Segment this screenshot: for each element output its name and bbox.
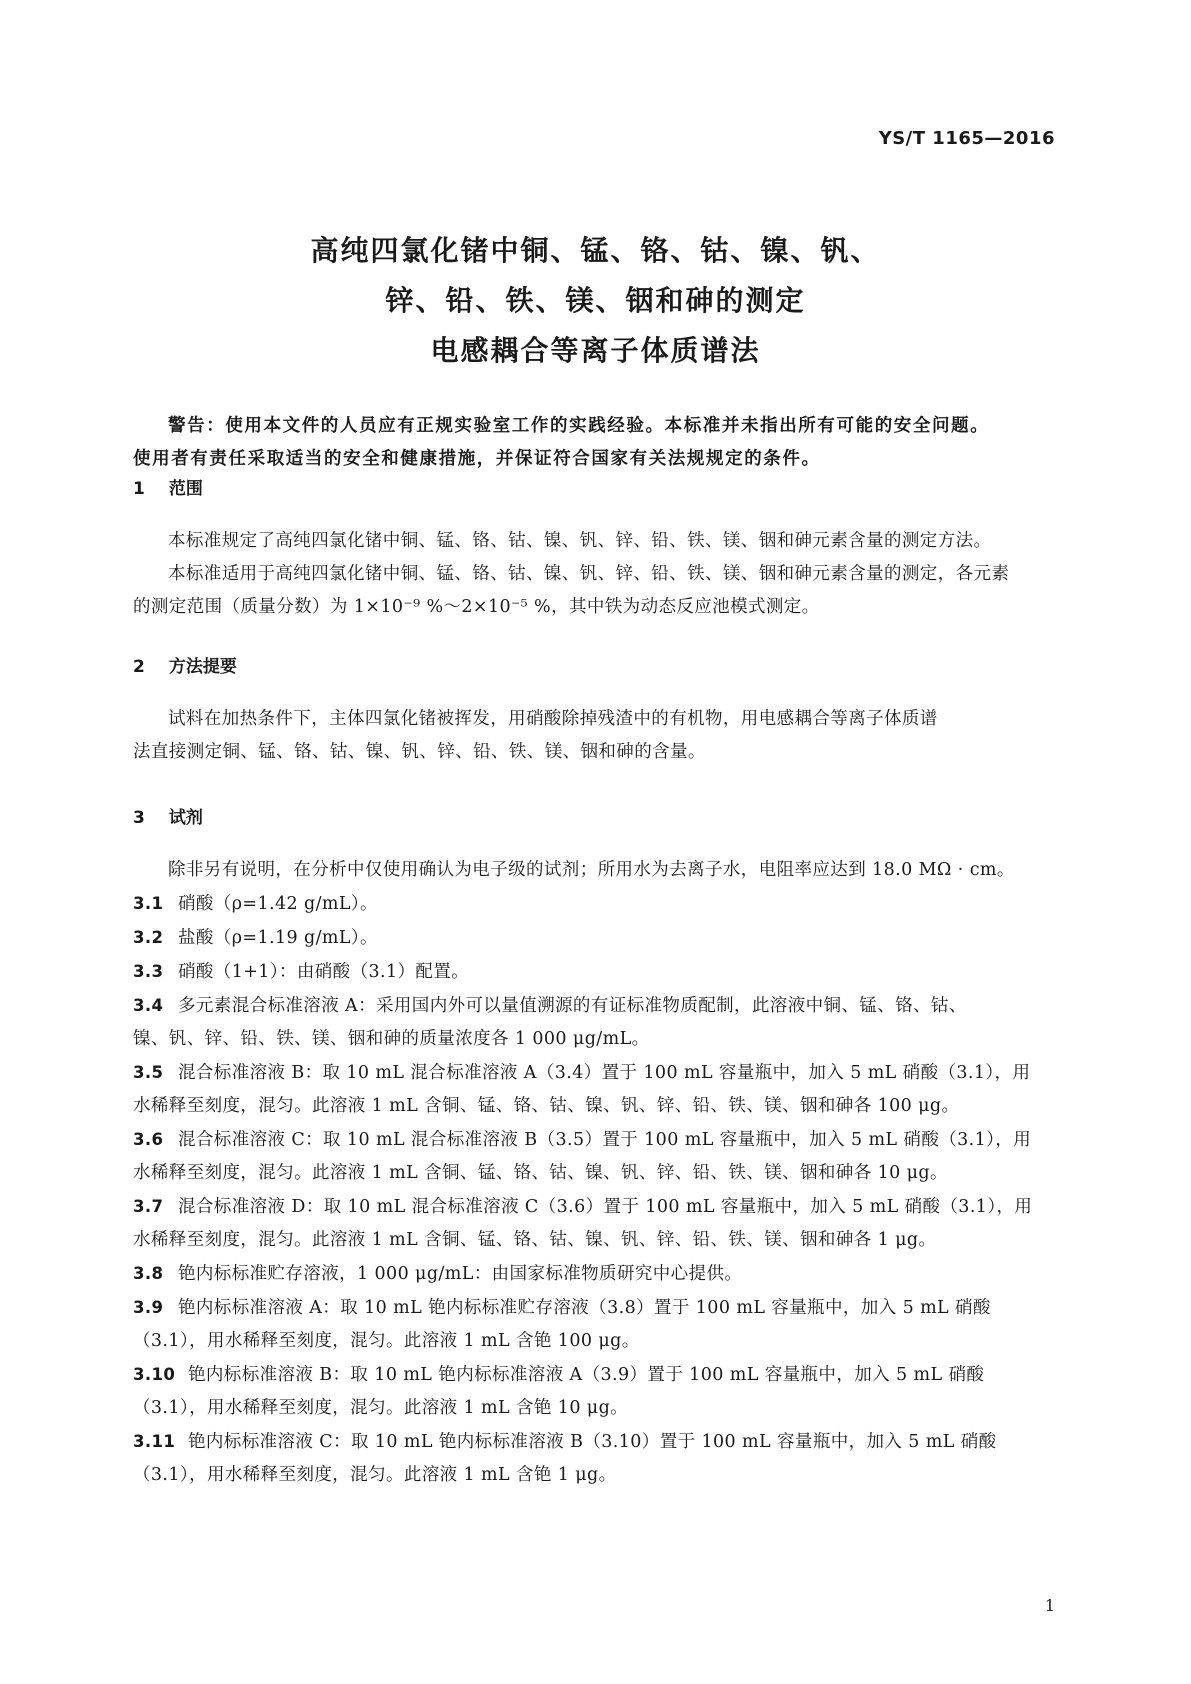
document-title: [0, 226, 1191, 376]
reagent-item-3-11: 3.11 铯内标标准溶液 C：取 10 mL 铯内标标准溶液 B（3.10）置于 100 mL 容量瓶中，加入 5 mL 硝酸: [133, 1432, 997, 1452]
reagent-item-3-7-cont: 水稀释至刻度，混匀。此溶液 1 mL 含铜、锰、铬、钴、镍、钒、锌、铅、铁、镁、铟和砷各 1 μg。: [133, 1230, 937, 1250]
reagent-item-3-9-cont: （3.1），用水稀释至刻度，混匀。此溶液 1 mL 含铯 100 μg。: [133, 1331, 640, 1351]
section-3-body: [133, 854, 1058, 1492]
reagent-item-3-11-cont: （3.1），用水稀释至刻度，混匀。此溶液 1 mL 含铯 1 μg。: [133, 1465, 617, 1485]
reagent-item-3-4-cont: 镍、钒、锌、铅、铁、镁、铟和砷的质量浓度各 1 000 μg/mL。: [133, 1029, 650, 1049]
safety-warning: [133, 410, 1058, 476]
reagent-item-3-6-cont: 水稀释至刻度，混匀。此溶液 1 mL 含铜、锰、铬、钴、镍、钒、锌、铅、铁、镁、铟和砷各 10 μg。: [133, 1163, 948, 1183]
section-number: 2: [133, 657, 145, 677]
page-number: 1: [1044, 1596, 1055, 1615]
reagent-item-3-2: 3.2 盐酸（ρ=1.19 g/mL）。: [133, 928, 378, 948]
paragraph-line: 本标准规定了高纯四氯化锗中铜、锰、铬、钴、镍、钒、锌、铅、铁、镁、铟和砷元素含量的测定方法。: [168, 531, 992, 551]
paragraph-line: 本标准适用于高纯四氯化锗中铜、锰、铬、钴、镍、钒、锌、铅、铁、镁、铟和砷元素含量的测定，各元素: [168, 564, 1010, 584]
section-title: 试剂: [168, 808, 203, 828]
section-title: 方法提要: [168, 657, 237, 677]
reagent-item-3-3: 3.3 硝酸（1+1）：由硝酸（3.1）配置。: [133, 962, 470, 982]
title-line-1: 高纯四氯化锗中铜、锰、铬、钴、镍、钒、: [310, 234, 881, 267]
section-3-heading: [133, 803, 203, 828]
reagent-item-3-10: 3.10 铯内标标准溶液 B：取 10 mL 铯内标标准溶液 A（3.9）置于 100 mL 容量瓶中，加入 5 mL 硝酸: [133, 1365, 985, 1385]
section-number: 1: [133, 479, 145, 499]
section-2-heading: [133, 652, 237, 677]
reagent-item-3-10-cont: （3.1），用水稀释至刻度，混匀。此溶液 1 mL 含铯 10 μg。: [133, 1398, 629, 1418]
section-2-body: [133, 703, 1058, 769]
reagent-item-3-6: 3.6 混合标准溶液 C：取 10 mL 混合标准溶液 B（3.5）置于 100 mL 容量瓶中，加入 5 mL 硝酸（3.1），用: [133, 1130, 1032, 1150]
warning-line-1: 警告：使用本文件的人员应有正规实验室工作的实践经验。本标准并未指出所有可能的安全问题。: [168, 416, 990, 436]
section-number: 3: [133, 808, 145, 828]
paragraph-line: 的测定范围（质量分数）为 1×10⁻⁹ %～2×10⁻⁵ %，其中铁为动态反应池模式测定。: [133, 597, 820, 617]
reagent-item-3-5-cont: 水稀释至刻度，混匀。此溶液 1 mL 含铜、锰、铬、钴、镍、钒、锌、铅、铁、镁、铟和砷各 100 μg。: [133, 1096, 960, 1116]
reagent-item-3-7: 3.7 混合标准溶液 D：取 10 mL 混合标准溶液 C（3.6）置于 100 mL 容量瓶中，加入 5 mL 硝酸（3.1），用: [133, 1197, 1033, 1217]
warning-line-2: 使用者有责任采取适当的安全和健康措施，并保证符合国家有关法规规定的条件。: [133, 449, 821, 469]
section-1-body: [133, 525, 1058, 624]
paragraph-line: 试料在加热条件下，主体四氯化锗被挥发，用硝酸除掉残渣中的有机物，用电感耦合等离子体质谱: [168, 709, 938, 729]
reagent-item-3-9: 3.9 铯内标标准溶液 A：取 10 mL 铯内标标准贮存溶液（3.8）置于 100 mL 容量瓶中，加入 5 mL 硝酸: [133, 1298, 991, 1318]
title-line-2: 锌、铅、铁、镁、铟和砷的测定: [385, 284, 806, 317]
paragraph-line: 除非另有说明，在分析中仅使用确认为电子级的试剂；所用水为去离子水，电阻率应达到 18.0 MΩ · cm。: [168, 860, 1015, 880]
section-title: 范围: [168, 479, 203, 499]
reagent-item-3-4: 3.4 多元素混合标准溶液 A：采用国内外可以量值溯源的有证标准物质配制，此溶液中铜、锰、铬、钴、: [133, 996, 967, 1016]
reagent-item-3-5: 3.5 混合标准溶液 B：取 10 mL 混合标准溶液 A（3.4）置于 100 mL 容量瓶中，加入 5 mL 硝酸（3.1），用: [133, 1063, 1031, 1083]
reagent-item-3-1: 3.1 硝酸（ρ=1.42 g/mL）。: [133, 894, 378, 914]
standard-code: YS/T 1165—2016: [878, 128, 1055, 149]
paragraph-line: 法直接测定铜、锰、铬、钴、镍、钒、锌、铅、铁、镁、铟和砷的含量。: [133, 742, 706, 762]
section-1-heading: [133, 474, 203, 499]
reagent-item-3-8: 3.8 铯内标标准贮存溶液，1 000 μg/mL：由国家标准物质研究中心提供。: [133, 1264, 743, 1284]
title-line-3: 电感耦合等离子体质谱法: [430, 334, 761, 367]
